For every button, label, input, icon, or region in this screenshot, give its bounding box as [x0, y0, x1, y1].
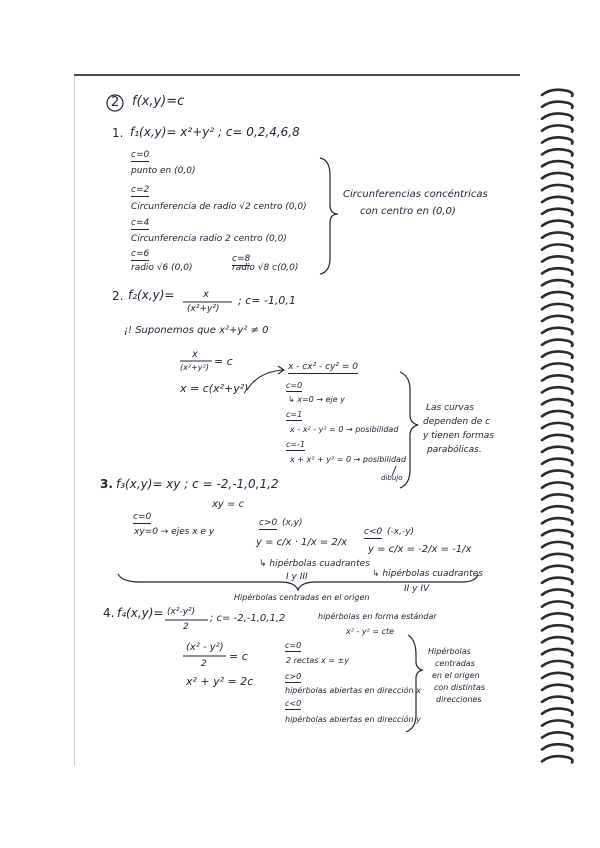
item4-lhs-num: (x² - y²)	[186, 642, 224, 653]
item3-case-1-quadrants: I y III	[286, 572, 308, 582]
page-left-edge	[74, 76, 75, 766]
spiral-ring	[542, 637, 573, 643]
spiral-ring	[542, 328, 573, 334]
spiral-ring	[542, 411, 573, 417]
item3-case-2-note: ↳ hipérbolas cuadrantes	[372, 569, 483, 579]
spiral-ring	[542, 470, 573, 476]
item1-brace-note-line2: con centro en (0,0)	[360, 206, 456, 217]
spiral-ring	[542, 530, 573, 536]
spiral-ring	[542, 113, 573, 119]
circle-number: 2	[111, 95, 120, 110]
item2-lhs-num: x	[192, 349, 198, 360]
item4-c-values: ; c= -2,-1,0,1,2	[210, 613, 286, 624]
item2-case-0-text: ↳ x=0 → eje y	[288, 395, 345, 404]
item2-case-2-text: x + x² + y² = 0 → posibilidad	[290, 455, 407, 464]
item1-equation: f₁(x,y)= x²+y² ; c= 0,2,4,6,8	[130, 125, 300, 139]
item4-box-note-2: centradas	[435, 659, 475, 668]
item2-equation-lhs: f₂(x,y)=	[128, 288, 175, 302]
item4-step: x² + y² = 2c	[186, 675, 254, 688]
item2-lhs-rhs: = c	[214, 355, 233, 368]
item4-case-1-text: hipérbolas abiertas en dirección x	[285, 686, 421, 695]
item3-number: 3.	[100, 477, 113, 491]
spiral-ring	[542, 554, 573, 560]
item3-case-1-note: ↳ hipérbolas cuadrantes	[259, 559, 370, 569]
item2-lhs-den: (x²+y²)	[180, 363, 209, 372]
item1-case-3-label: c=6	[131, 249, 150, 259]
item2-step: x = c(x²+y²)	[180, 382, 249, 395]
item3-brace-note: Hipérbolas centradas en el origen	[234, 593, 370, 602]
spiral-binding	[538, 86, 578, 766]
spiral-ring	[542, 423, 573, 429]
spiral-ring	[542, 459, 573, 465]
item3-sub: xy = c	[212, 499, 245, 510]
item4-frac-den: 2	[183, 622, 189, 632]
spiral-ring	[542, 578, 573, 584]
item2-case-1-text: x - x² - y² = 0 → posibilidad	[290, 425, 399, 434]
item4-case-2-text: hipérbolas abiertas en dirección y	[285, 715, 421, 724]
spiral-ring	[542, 661, 573, 667]
item4-box-note-3: en el origen	[432, 671, 480, 680]
item2-number: 2.	[112, 289, 124, 303]
spiral-ring	[542, 542, 573, 548]
spiral-ring	[542, 589, 573, 595]
item1-case-1-label: c=2	[131, 185, 150, 195]
item2-side-note-3: y tienen formas	[423, 431, 494, 441]
item2-small-note: dibujo	[381, 474, 403, 482]
item3-case-2-formula: y = c/x = -2/x = -1/x	[368, 544, 472, 555]
item3-case-1-formula: y = c/x · 1/x = 2/x	[256, 537, 348, 548]
spiral-ring	[542, 673, 573, 679]
spiral-ring	[542, 482, 573, 488]
item2-side-note-4: parabólicas.	[427, 445, 482, 455]
item1-case-4-text: radio √8 c(0,0)	[232, 263, 299, 273]
item2-side-note-2: dependen de c	[423, 417, 491, 427]
item3-case-0-text: xy=0 → ejes x e y	[134, 527, 215, 537]
item3-case-0-label: c=0	[133, 512, 152, 522]
spiral-ring	[542, 613, 573, 619]
item1-case-1-text: Circunferencia de radio √2 centro (0,0)	[131, 202, 307, 212]
item2-case-2-label: c=-1	[286, 440, 306, 449]
spiral-ring	[542, 232, 573, 238]
top-margin-line	[74, 74, 520, 76]
spiral-ring	[542, 399, 573, 405]
item2-case-1-label: c=1	[286, 410, 303, 419]
item1-case-2-label: c=4	[131, 218, 150, 228]
spiral-ring	[542, 316, 573, 322]
item4-frac-num: (x²-y²)	[167, 607, 196, 617]
item4-number: 4.	[103, 606, 115, 620]
spiral-ring	[542, 697, 573, 703]
spiral-ring	[542, 506, 573, 512]
item4-case-2-label: c<0	[285, 699, 302, 708]
spiral-ring	[542, 268, 573, 274]
spiral-ring	[542, 363, 573, 369]
item1-brace	[320, 158, 338, 274]
item2-assumption: ¡! Suponemos que x²+y² ≠ 0	[124, 325, 269, 336]
item4-lhs-den: 2	[201, 659, 207, 669]
item4-comment2: x² - y² = cte	[346, 627, 395, 636]
spiral-ring	[542, 387, 573, 393]
spiral-ring	[542, 304, 573, 310]
item4-case-0-text: 2 rectas x = ±y	[286, 656, 349, 665]
item1-case-0-label: c=0	[131, 150, 150, 160]
spiral-ring	[542, 435, 573, 441]
item2-frac-den: (x²+y²)	[187, 304, 220, 314]
spiral-ring	[542, 137, 573, 143]
spiral-ring	[542, 102, 573, 108]
spiral-ring	[542, 244, 573, 250]
item1-case-3-text: radio √6 (0,0)	[131, 263, 193, 273]
item4-case-1-label: c>0	[285, 672, 302, 681]
spiral-ring	[542, 280, 573, 286]
spiral-ring	[542, 708, 573, 714]
spiral-ring	[542, 256, 573, 262]
item4-box-note-1: Hipérbolas	[428, 647, 471, 656]
item2-arrow-eq: x - cx² - cy² = 0	[288, 362, 359, 372]
spiral-ring	[542, 197, 573, 203]
spiral-ring	[542, 625, 573, 631]
item1-case-2-text: Circunferencia radio 2 centro (0,0)	[131, 234, 287, 244]
spiral-ring	[542, 685, 573, 691]
item1-brace-note-line1: Circunferencias concéntricas	[343, 189, 488, 200]
item2-case-0-label: c=0	[286, 381, 303, 390]
item1-case-0-text: punto en (0,0)	[131, 166, 196, 176]
spiral-ring	[542, 221, 573, 227]
spiral-ring	[542, 375, 573, 381]
spiral-ring	[542, 340, 573, 346]
spiral-ring	[542, 732, 573, 738]
spiral-ring	[542, 292, 573, 298]
item4-box-note-5: direcciones	[436, 695, 482, 704]
item2-c-values: ; c= -1,0,1	[238, 294, 296, 307]
item4-comment: hipérbolas en forma estándar	[318, 612, 437, 621]
item3-equation: f₃(x,y)= xy ; c = -2,-1,0,1,2	[116, 477, 279, 491]
item4-lhs-rhs: = c	[229, 650, 248, 663]
item2-side-note-1: Las curvas	[426, 403, 474, 413]
item2-curved-arrow	[247, 370, 283, 390]
spiral-ring	[542, 351, 573, 357]
spiral-ring	[542, 518, 573, 524]
spiral-ring	[542, 125, 573, 131]
spiral-ring	[542, 185, 573, 191]
spiral-ring	[542, 161, 573, 167]
spiral-ring	[542, 601, 573, 607]
item3-case-1-label: c>0	[259, 518, 278, 528]
item4-equation-lhs: f₄(x,y)=	[117, 606, 164, 620]
item4-case-0-label: c=0	[285, 641, 302, 650]
page-title: f(x,y)=c	[132, 94, 185, 109]
item2-brace	[400, 372, 418, 488]
item3-case-1-coord: (x,y)	[282, 518, 303, 528]
spiral-ring	[542, 566, 573, 572]
item4-box-note-4: con distintas	[434, 683, 486, 692]
spiral-ring	[542, 720, 573, 726]
spiral-ring	[542, 494, 573, 500]
item3-case-2-label: c<0	[364, 527, 383, 537]
spiral-ring	[542, 209, 573, 215]
spiral-ring	[542, 649, 573, 655]
spiral-ring	[542, 173, 573, 179]
spiral-ring	[542, 90, 573, 96]
item2-frac-num: x	[203, 289, 209, 300]
spiral-ring	[542, 447, 573, 453]
spiral-ring	[542, 149, 573, 155]
item3-case-2-coord: (-x,-y)	[387, 527, 415, 537]
spiral-ring	[542, 756, 573, 762]
spiral-ring	[542, 744, 573, 750]
item3-case-2-quadrants: II y IV	[404, 584, 430, 594]
item1-number: 1.	[112, 126, 124, 140]
item1-case-4-label: c=8	[232, 254, 251, 264]
